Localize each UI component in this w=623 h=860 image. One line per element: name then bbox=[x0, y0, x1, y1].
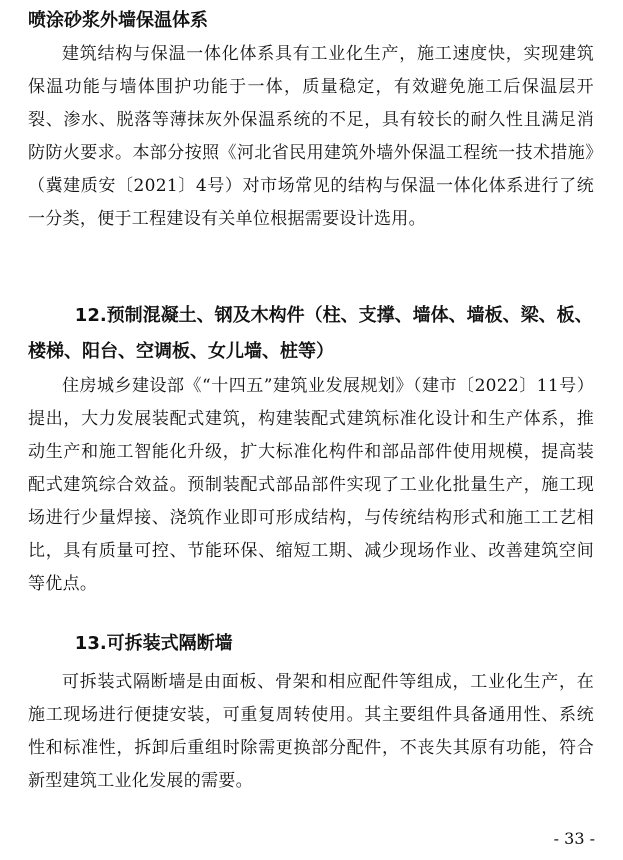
paragraph-prefabricated-components: 住房城乡建设部《“十四五”建筑业发展规划》（建市〔2022〕11号）提出，大力发展装配式建筑，构建装配式建筑标准化设计和生产体系，推动生产和施工智能化升级，扩大标准化构件和部品部件使用规模，提高装配式建筑综合效益。预制装配式部品部件实现了工业化批量生产，施工现场进行少量焊接、浇筑作业即可形成结构，与传统结构形式和施工工艺相比，具有质量可控、节能环保、缩短工期、减少现场作业、改善建筑空间等优点。 bbox=[28, 376, 594, 594]
heading-13-detachable-partition: 13.可拆装式隔断墙 bbox=[74, 633, 233, 654]
paragraph-detachable-partition: 可拆装式隔断墙是由面板、骨架和相应配件等组成，工业化生产，在施工现场进行便捷安装，可重复周转使用。其主要组件具备通用性、系统性和标准性，拆卸后重组时除需更换部分配件，不丧失其原有功能，符合新型建筑工业化发展的需要。 bbox=[28, 672, 594, 791]
page-number: - 33 - bbox=[553, 829, 595, 848]
heading-12-prefabricated-components: 12.预制混凝土、钢及木构件（柱、支撑、墙体、墙板、梁、板、楼梯、阳台、空调板、女儿墙、桩等） bbox=[28, 305, 593, 362]
paragraph-structure-insulation: 建筑结构与保温一体化体系具有工业化生产，施工速度快，实现建筑保温功能与墙体围护功能于一体，质量稳定，有效避免施工后保温层开裂、渗水、脱落等薄抹灰外保温系统的不足，具有较长的耐久性且满足消防防火要求。本部分按照《河北省民用建筑外墙外保温工程统一技术措施》（冀建质安〔2021〕4号）对市场常见的结构与保温一体化体系进行了统一分类，便于工程建设有关单位根据需要设计选用。 bbox=[28, 44, 594, 229]
section-title: 喷涂砂浆外墙保温体系 bbox=[28, 10, 208, 31]
